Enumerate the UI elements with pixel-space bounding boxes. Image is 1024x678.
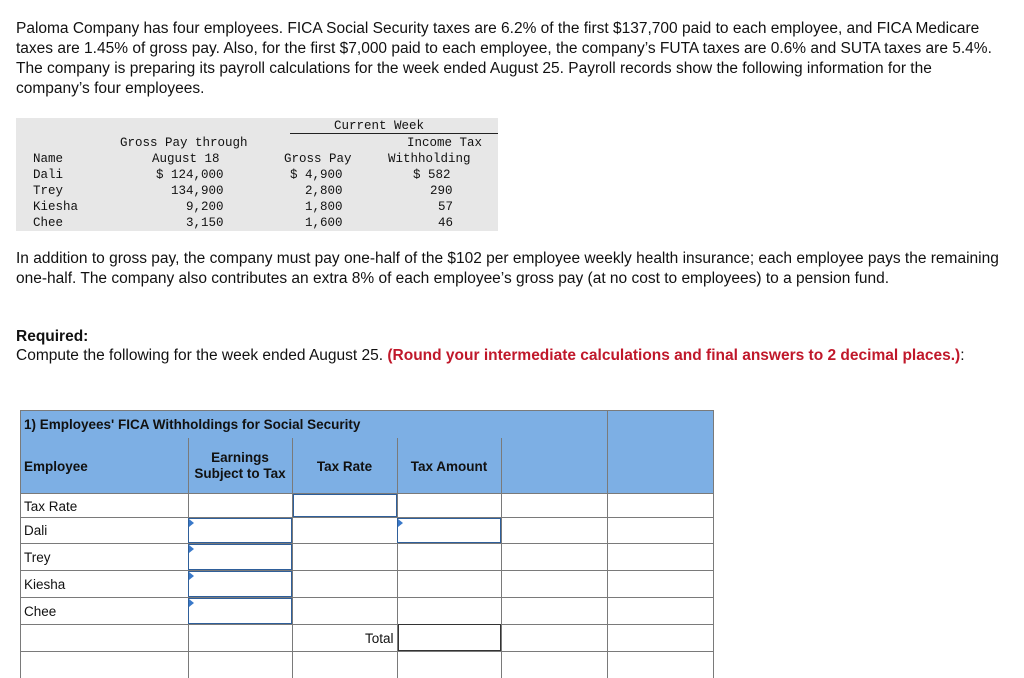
row-name: Dali — [33, 168, 64, 182]
grid-line — [501, 438, 502, 678]
header-income-tax-1: Income Tax — [407, 136, 483, 150]
dropdown-arrow-icon — [189, 545, 194, 553]
grid-line — [20, 651, 714, 652]
grid-line — [20, 410, 714, 411]
dropdown-arrow-icon — [189, 572, 194, 580]
earnings-subject-input-chee[interactable] — [188, 598, 292, 624]
column-header-earnings-line1: Earnings — [211, 450, 269, 465]
row-gross: 2,800 — [305, 184, 343, 198]
current-week-underline — [290, 133, 498, 134]
row-withholding: 290 — [430, 184, 453, 198]
required-section — [16, 327, 1006, 365]
earnings-subject-input-kiesha[interactable] — [188, 571, 292, 597]
grid-line — [20, 624, 714, 625]
row-withholding: 57 — [438, 200, 454, 214]
row-label-employee: Dali — [24, 523, 48, 538]
row-label-tax-rate: Tax Rate — [24, 499, 78, 514]
row-name: Chee — [33, 216, 64, 230]
grid-line — [20, 410, 21, 678]
header-gross-pay: Gross Pay — [284, 152, 352, 166]
rounding-note: (Round your intermediate calculations and final answers to 2 decimal places.) — [387, 347, 961, 364]
row-withholding: 46 — [438, 216, 454, 230]
earnings-subject-input-trey[interactable] — [188, 544, 292, 570]
row-gross: 1,800 — [305, 200, 343, 214]
earnings-subject-input-dali[interactable] — [188, 518, 292, 543]
grid-line — [20, 570, 714, 571]
header-gross-through-2: August 18 — [152, 152, 220, 166]
health-pension-paragraph: In addition to gross pay, the company must pay one-half of the $102 per employee weekly health insurance; each employee pays the remaining one-half. The company also contributes an extra 8% of each employee’s gross pay (at no cost to employees) to a pension fund. — [16, 250, 999, 287]
row-gross: $ 4,900 — [290, 168, 343, 182]
fica-ss-answer-grid — [20, 410, 714, 678]
problem-intro: Paloma Company has four employees. FICA Social Security taxes are 6.2% of the first $137,700 paid to each employee, and FICA Medicare taxes are 1.45% of gross pay. Also, for the first $7,000 paid to each employee, the company’s FUTA taxes are 0.6% and SUTA taxes are 5.4%. The company is preparing its payroll calculations for the week ended August 25. Payroll records show the following information for the company’s four employees. — [16, 20, 992, 97]
row-name: Trey — [33, 184, 64, 198]
grid-line — [292, 438, 293, 678]
grid-line — [607, 410, 608, 678]
row-label-employee: Kiesha — [24, 577, 66, 592]
row-through: $ 124,000 — [156, 168, 224, 182]
header-income-tax-2: Withholding — [388, 152, 471, 166]
required-heading: Required: — [16, 328, 89, 345]
row-through: 9,200 — [186, 200, 224, 214]
tax-rate-input[interactable] — [293, 494, 397, 517]
header-gross-through-1: Gross Pay through — [120, 136, 248, 150]
row-label-employee: Chee — [24, 604, 57, 619]
column-header-tax-rate: Tax Rate — [316, 459, 373, 474]
tax-amount-input-dali[interactable] — [397, 518, 501, 543]
grid-line — [713, 410, 714, 678]
grid-line — [20, 597, 714, 598]
current-week-label: Current Week — [334, 119, 425, 133]
row-through: 3,150 — [186, 216, 224, 230]
tax-amount-total-input[interactable] — [398, 624, 501, 651]
row-through: 134,900 — [171, 184, 224, 198]
dropdown-arrow-icon — [189, 599, 194, 607]
grid-line — [20, 543, 714, 544]
section-title: 1) Employees' FICA Withholdings for Social Security — [24, 417, 361, 432]
required-colon: : — [960, 347, 965, 364]
column-header-tax-amount: Tax Amount — [410, 459, 488, 474]
required-text: Compute the following for the week ended August 25. — [16, 347, 388, 364]
row-withholding: $ 582 — [413, 168, 451, 182]
column-header-earnings-line2: Subject to Tax — [194, 466, 286, 481]
row-label-employee: Trey — [24, 550, 51, 565]
row-gross: 1,600 — [305, 216, 343, 230]
column-header-employee: Employee — [24, 459, 88, 474]
dropdown-arrow-icon — [189, 519, 194, 527]
row-name: Kiesha — [33, 200, 79, 214]
total-label: Total — [365, 631, 394, 646]
dropdown-arrow-icon — [398, 519, 403, 527]
column-header-earnings — [188, 450, 292, 482]
required-instructions — [16, 346, 1006, 365]
header-name: Name — [33, 152, 64, 166]
payroll-table — [16, 118, 498, 231]
grid-line — [20, 517, 714, 518]
